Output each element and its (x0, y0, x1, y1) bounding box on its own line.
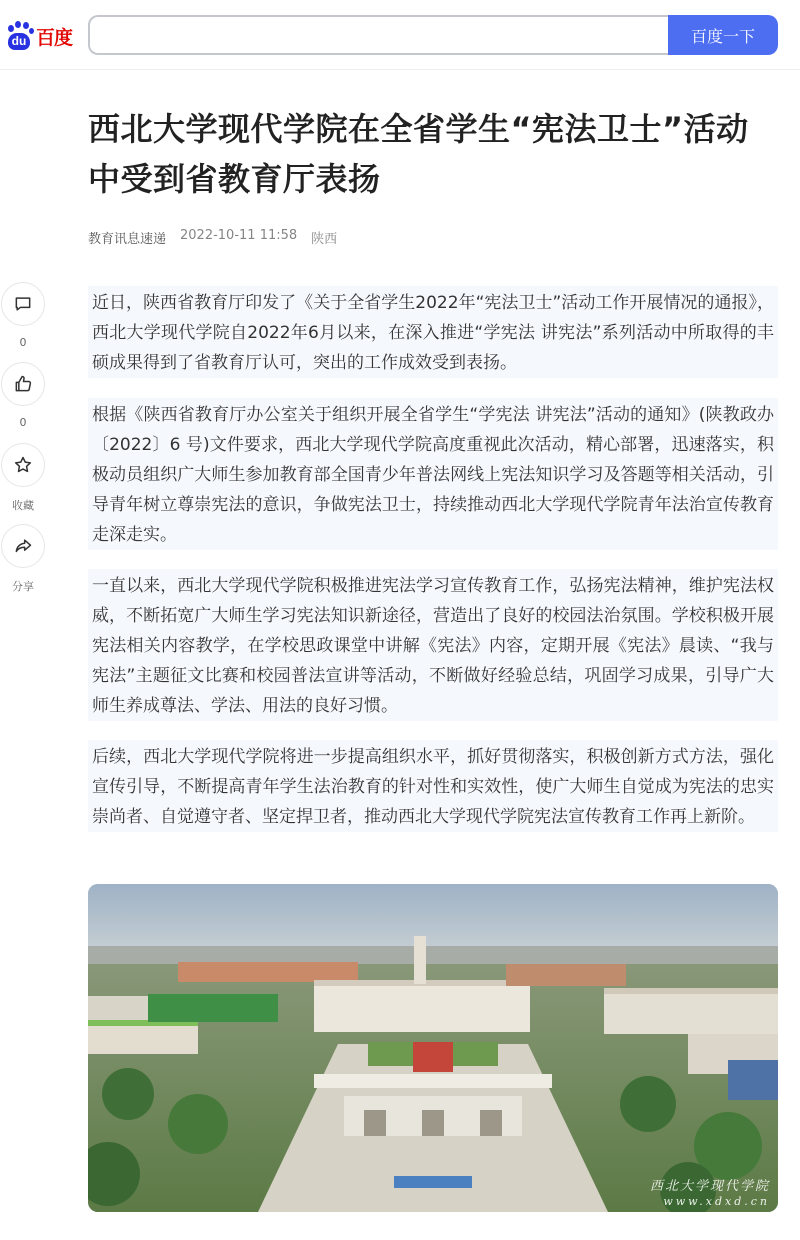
top-bar (0, 0, 800, 70)
side-action-comment[interactable] (0, 282, 46, 349)
campus-aerial-illustration (88, 884, 778, 1212)
photo-watermark-title: 西北大学现代学院 (649, 1179, 770, 1194)
side-action-favorite[interactable] (0, 443, 46, 513)
comment-icon (13, 294, 33, 314)
baidu-logo[interactable] (4, 20, 72, 52)
share-button[interactable] (1, 524, 45, 568)
article-paragraph: 一直以来，西北大学现代学院积极推进宪法学习宣传教育工作，弘扬宪法精神，维护宪法权威，不断拓宽广大师生学习宪法知识新途径，营造出了良好的校园法治氛围。学校积极开展宪法相关内容教学，在学校思政课堂中讲解《宪法》内容，定期开展《宪法》晨读、“我与宪法”主题征文比赛和校园普法宣讲等活动，不断做好经验总结，巩固学习成果，引导广大师生养成尊法、学法、用法的良好习惯。 (88, 569, 778, 721)
campus-aerial-photo (88, 884, 778, 1212)
article-paragraph: 根据《陕西省教育厅办公室关于组织开展全省学生“学宪法 讲宪法”活动的通知》(陕教政办〔2022〕6 号)文件要求，西北大学现代学院高度重视此次活动，精心部署，迅速落实，积极动员组织广大师生参加教育部全国青少年普法网线上宪法知识学习及答题等相关活动，引导青年树立尊崇宪法的意识，争做宪法卫士，持续推动西北大学现代学院青年法治宣传教育走深走实。 (88, 398, 778, 550)
like-button[interactable] (1, 362, 45, 406)
comment-count: 0 (19, 336, 27, 349)
article-paragraph: 近日，陕西省教育厅印发了《关于全省学生2022年“宪法卫士”活动工作开展情况的通报》，西北大学现代学院自2022年6月以来，在深入推进“学宪法 讲宪法”系列活动中所取得的丰硕成果得到了省教育厅认可，突出的工作成效受到表扬。 (88, 286, 778, 378)
logo-badge: du (11, 34, 27, 48)
logo-text: 百度 (36, 26, 73, 49)
search-button[interactable]: 百度一下 (668, 15, 778, 55)
article-datetime: 2022-10-11 11:58 (180, 228, 298, 243)
comment-button[interactable] (1, 282, 45, 326)
article-location: 陕西 (311, 232, 338, 247)
side-action-like[interactable] (0, 362, 46, 429)
favorite-button[interactable] (1, 443, 45, 487)
like-icon (13, 374, 33, 394)
article-source[interactable]: 教育讯息速递 (88, 232, 167, 247)
share-label: 分享 (12, 580, 34, 593)
share-icon (13, 536, 33, 556)
search-bar (88, 15, 780, 55)
photo-watermark-url: www.xdxd.cn (663, 1195, 770, 1208)
favorite-label: 收藏 (12, 499, 34, 512)
article-meta (88, 228, 337, 247)
like-count: 0 (19, 416, 27, 429)
search-input[interactable] (88, 15, 670, 55)
article-title: 西北大学现代学院在全省学生“宪法卫士”活动中受到省教育厅表扬 (88, 110, 749, 198)
article-paragraph: 后续，西北大学现代学院将进一步提高组织水平，抓好贯彻落实，积极创新方式方法，强化宣传引导，不断提高青年学生法治教育的针对性和实效性，使广大师生自觉成为宪法的忠实崇尚者、自觉遵守者、坚定捍卫者，推动西北大学现代学院宪法宣传教育工作再上新阶。 (88, 740, 778, 832)
baidu-paw-icon (4, 21, 34, 51)
side-action-share[interactable] (0, 524, 46, 594)
star-icon (13, 455, 33, 475)
